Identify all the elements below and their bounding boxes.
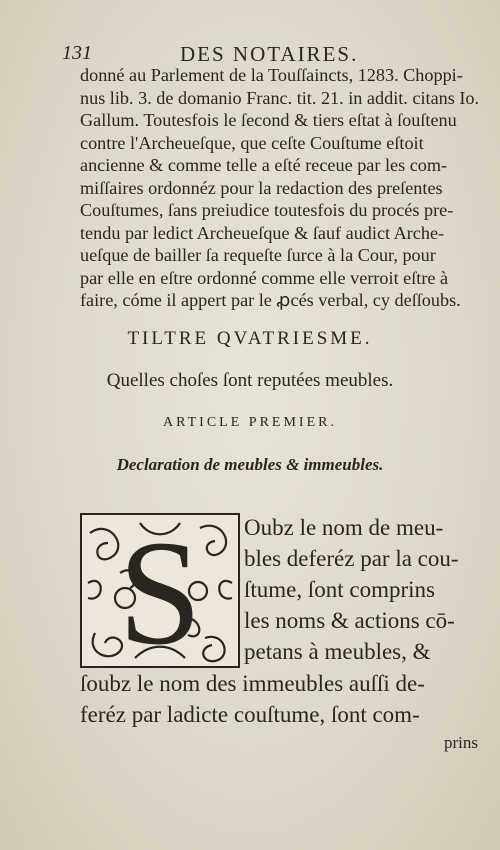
text-line: donné au Parlement de la Touſſaincts, 1283. Choppi- (80, 65, 463, 85)
text-line: faire, cóme il appert par le ꝓcés verbal, cy deſſoubs. (80, 290, 461, 310)
running-title: DES NOTAIRES. (180, 42, 359, 66)
text-line: Couſtumes, ſans preiudice toutesfois du procés pre- (80, 200, 454, 220)
article-continuation (80, 668, 482, 730)
page-header (62, 42, 460, 66)
text-line: nus lib. 3. de domanio Franc. tit. 21. in addit. citans Io. (80, 87, 480, 108)
text-line: miſſaires ordonnéz pour la redaction des preſentes (80, 177, 443, 198)
section-subtitle: Quelles choſes ſont reputées meubles. (106, 370, 394, 391)
page-number: 131 (62, 42, 92, 64)
text-line: bles deferéz par la cou- (244, 546, 459, 571)
section-title: TILTRE QVATRIESME. (127, 328, 373, 349)
text-line: petans à meubles, & (244, 639, 431, 664)
body-paragraph (80, 64, 480, 312)
text-line: ſoubz le nom des immeubles auſſi de- (80, 671, 425, 696)
dropcap-paragraph (244, 512, 484, 667)
dropcap-letter: S (118, 513, 202, 668)
text-line: ſtume, ſont comprins (244, 577, 436, 602)
catchword: prins (444, 733, 478, 752)
text-line: Oubz le nom de meu- (244, 515, 444, 540)
text-line: Gallum. Toutesfois le ſecond & tiers eſtat à ſouſtenu (80, 110, 457, 130)
article-declaration: Declaration de meubles & immeubles. (116, 455, 384, 474)
text-line: par elle en eſtre ordonné comme elle verroit eſtre à (80, 267, 449, 288)
text-line: les noms & actions cō- (244, 608, 455, 633)
ornamental-dropcap (80, 513, 240, 668)
text-line: ueſque de bailler ſa requeſte ſurce à la Cour, pour (80, 245, 436, 265)
text-line: ancienne & comme telle a eſté receue par les com- (80, 155, 448, 175)
text-line: tendu par ledict Archeueſque & ſauf audict Arche- (80, 222, 445, 243)
text-line: feréz par ladicte couſtume, ſont com- (80, 702, 420, 727)
article-heading: ARTICLE PREMIER. (163, 415, 337, 430)
text-line: contre l'Archeueſque, que ceſte Couſtume eſtoit (80, 132, 424, 153)
